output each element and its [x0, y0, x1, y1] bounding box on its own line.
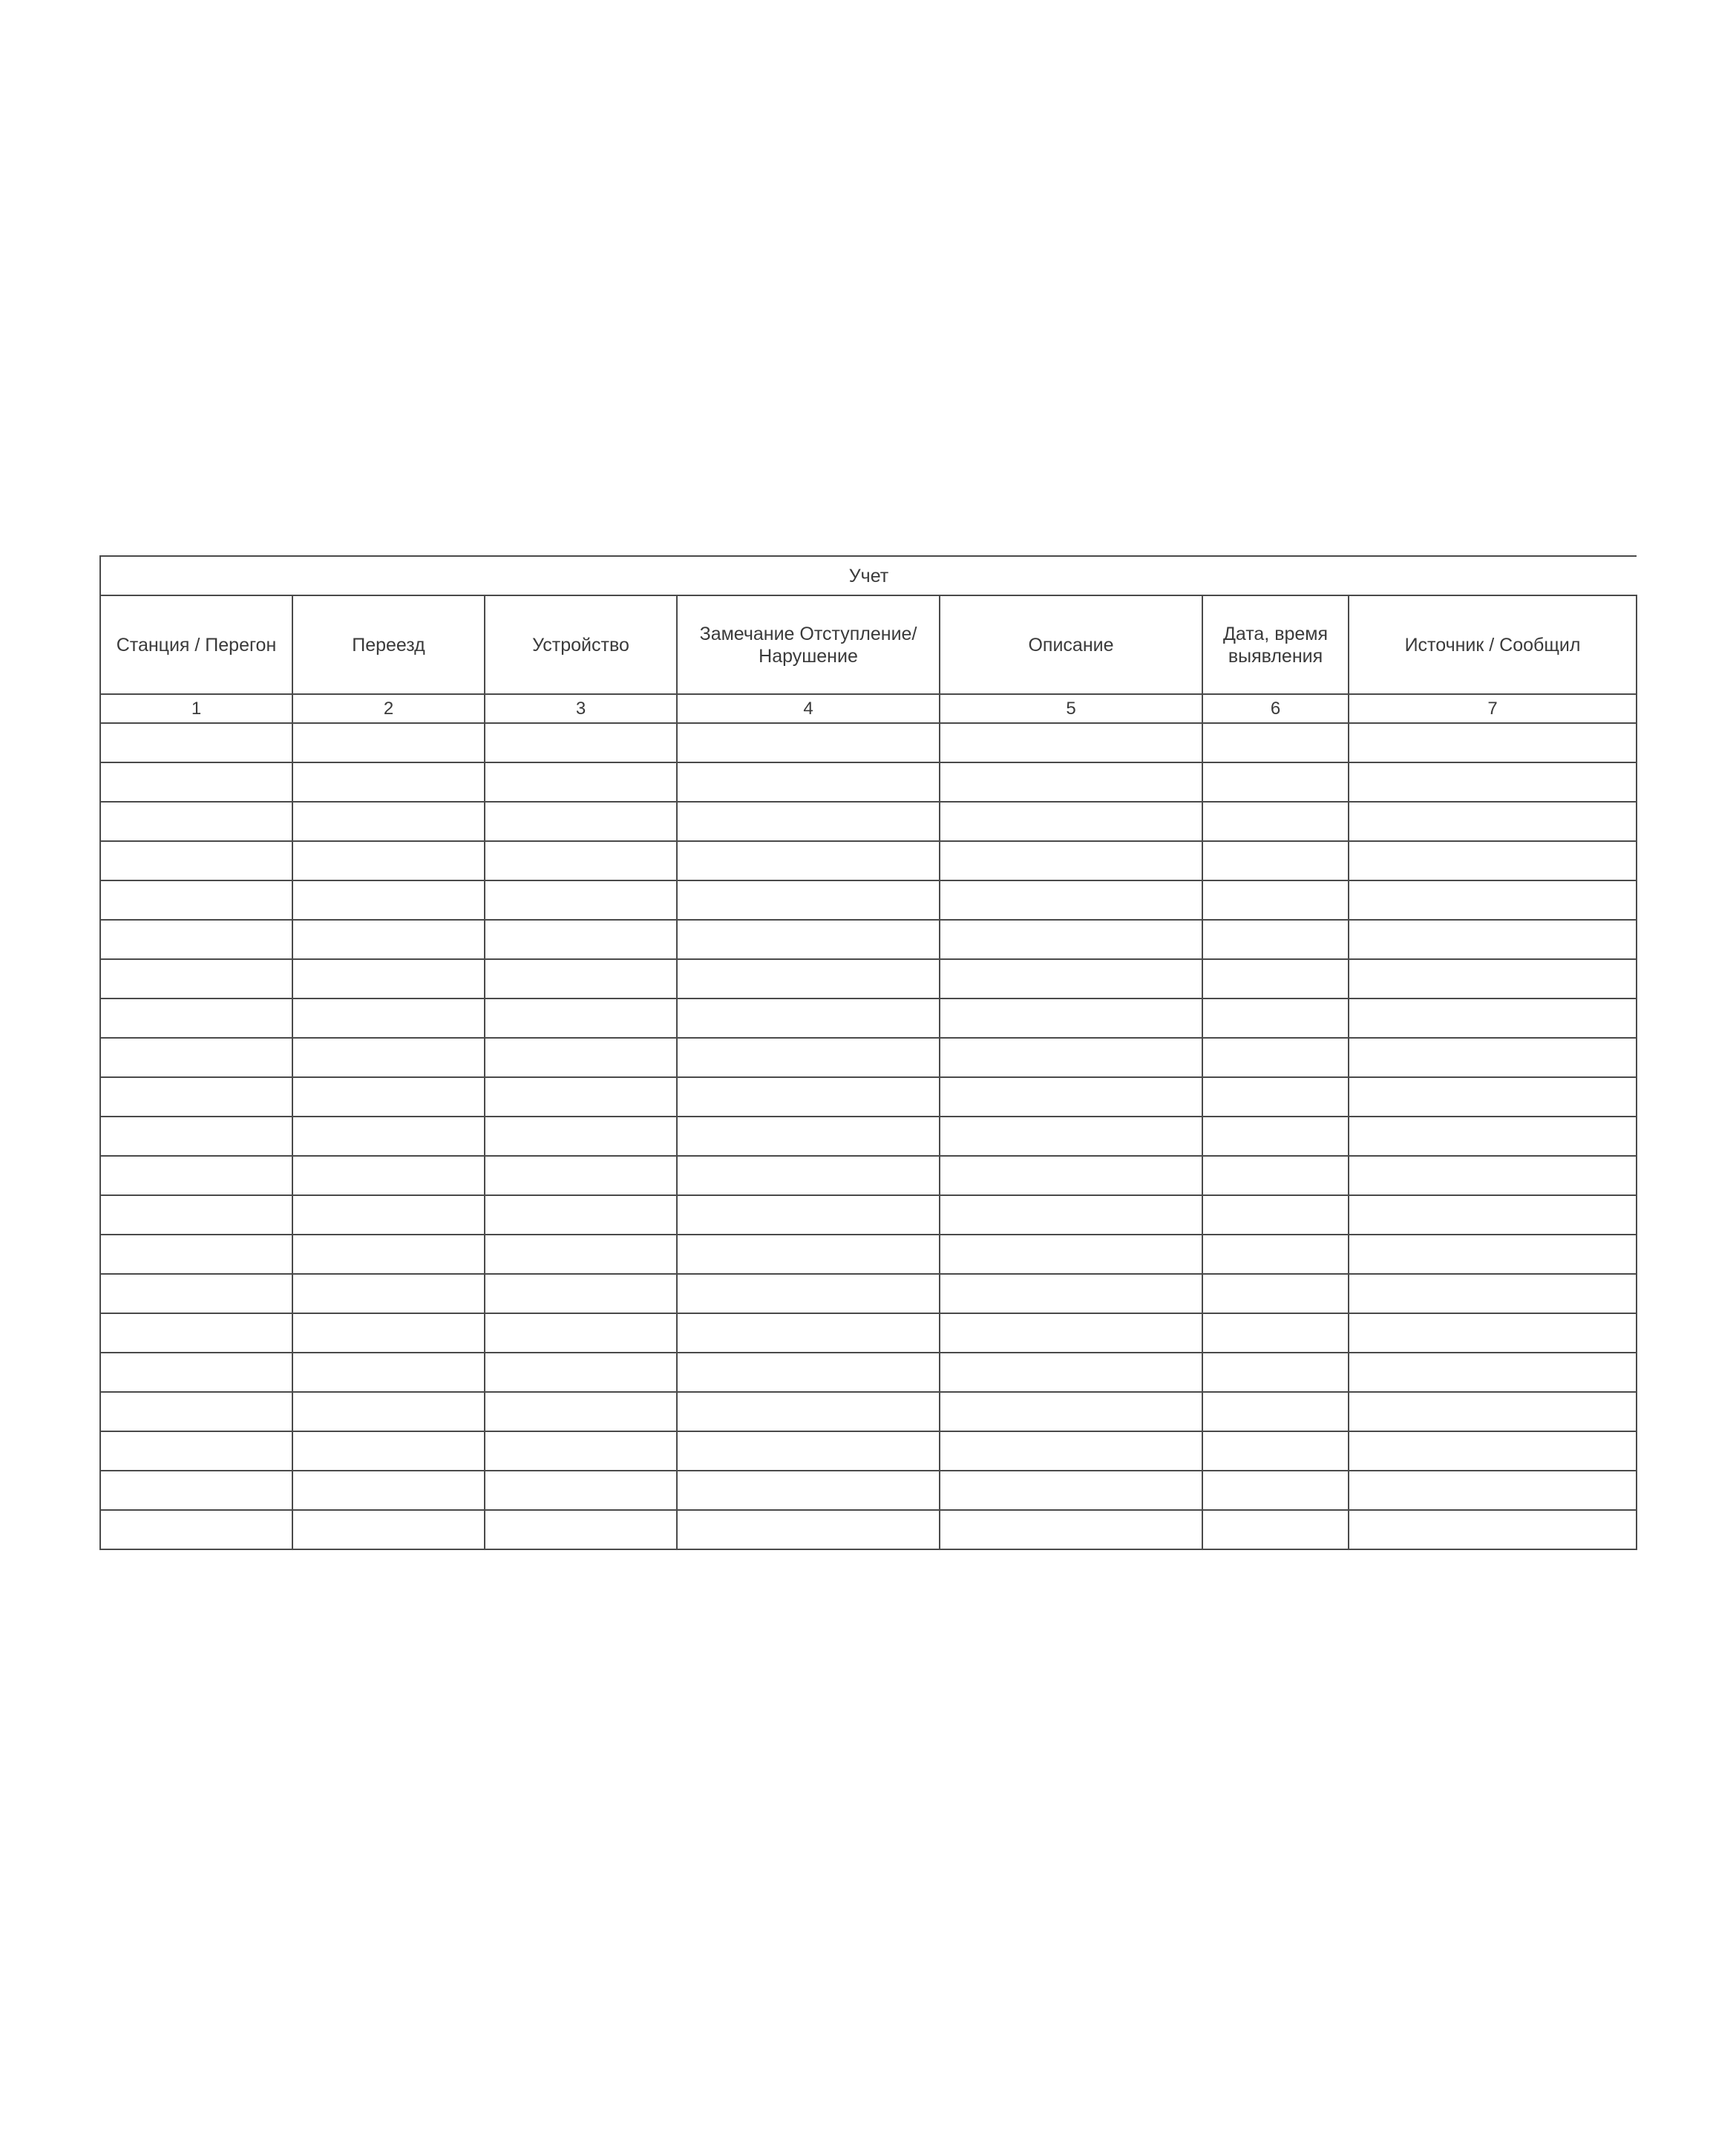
table-row [100, 920, 1637, 959]
table-cell [100, 1510, 292, 1549]
table-cell [292, 880, 485, 920]
table-cell [100, 1353, 292, 1392]
table-cell [677, 1431, 940, 1471]
table-row [100, 1274, 1637, 1313]
table-cell [292, 1274, 485, 1313]
table-cell [485, 841, 677, 880]
table-row [100, 762, 1637, 802]
table-cell [292, 1392, 485, 1431]
table-cell [940, 1353, 1202, 1392]
column-header-row [100, 595, 1637, 694]
column-number: 3 [485, 694, 677, 723]
table-cell [100, 1235, 292, 1274]
journal-table [99, 555, 1637, 1550]
table-cell [1202, 959, 1349, 999]
table-cell [485, 1117, 677, 1156]
table-row [100, 1235, 1637, 1274]
table-cell [677, 1038, 940, 1077]
table-title: Учет [100, 556, 1637, 595]
table-cell [100, 841, 292, 880]
table-cell [485, 1038, 677, 1077]
table-cell [292, 802, 485, 841]
table-cell [1202, 1038, 1349, 1077]
table-cell [677, 1077, 940, 1117]
table-cell [940, 1392, 1202, 1431]
table-cell [292, 1313, 485, 1353]
table-cell [677, 762, 940, 802]
table-cell [677, 920, 940, 959]
table-cell [292, 1195, 485, 1235]
table-cell [100, 1471, 292, 1510]
table-cell [292, 920, 485, 959]
table-row [100, 880, 1637, 920]
table-cell [1349, 802, 1637, 841]
table-cell [677, 802, 940, 841]
table-cell [292, 1235, 485, 1274]
table-cell [1349, 1156, 1637, 1195]
table-cell [677, 959, 940, 999]
table-cell [1202, 1235, 1349, 1274]
table-cell [292, 1156, 485, 1195]
table-cell [292, 959, 485, 999]
table-row [100, 1431, 1637, 1471]
table-cell [940, 1117, 1202, 1156]
table-cell [1349, 1274, 1637, 1313]
column-number: 2 [292, 694, 485, 723]
table-cell [677, 1274, 940, 1313]
table-cell [100, 802, 292, 841]
table-cell [1202, 1431, 1349, 1471]
table-cell [292, 762, 485, 802]
table-cell [677, 999, 940, 1038]
table-cell [677, 1510, 940, 1549]
table-cell [940, 762, 1202, 802]
table-cell [485, 802, 677, 841]
table-cell [1349, 762, 1637, 802]
table-cell [1349, 959, 1637, 999]
table-cell [485, 1471, 677, 1510]
table-cell [677, 1313, 940, 1353]
table-row [100, 1077, 1637, 1117]
table-cell [940, 723, 1202, 762]
table-cell [100, 1117, 292, 1156]
table-cell [1202, 1195, 1349, 1235]
table-cell [1349, 1038, 1637, 1077]
table-cell [677, 723, 940, 762]
table-cell [940, 920, 1202, 959]
table-cell [1202, 1313, 1349, 1353]
table-cell [1202, 802, 1349, 841]
table-cell [485, 880, 677, 920]
table-cell [677, 1471, 940, 1510]
table-cell [940, 802, 1202, 841]
table-row [100, 1313, 1637, 1353]
table-cell [940, 1195, 1202, 1235]
table-cell [1349, 1195, 1637, 1235]
table-cell [485, 1235, 677, 1274]
table-cell [677, 841, 940, 880]
column-number: 1 [100, 694, 292, 723]
table-cell [292, 1471, 485, 1510]
table-cell [940, 1471, 1202, 1510]
table-cell [100, 1392, 292, 1431]
table-cell [100, 723, 292, 762]
table-cell [1349, 920, 1637, 959]
table-row [100, 1117, 1637, 1156]
table-row [100, 841, 1637, 880]
table-cell [940, 1235, 1202, 1274]
table-cell [1202, 1353, 1349, 1392]
table-cell [100, 1038, 292, 1077]
table-cell [100, 880, 292, 920]
table-cell [677, 1353, 940, 1392]
table-cell [1349, 1392, 1637, 1431]
table-cell [292, 1510, 485, 1549]
table-cell [100, 999, 292, 1038]
table-cell [100, 959, 292, 999]
table-cell [1202, 1510, 1349, 1549]
table-cell [940, 1313, 1202, 1353]
table-cell [1349, 1510, 1637, 1549]
table-cell [940, 999, 1202, 1038]
table-cell [940, 959, 1202, 999]
table-cell [940, 880, 1202, 920]
column-number: 7 [1349, 694, 1637, 723]
table-cell [1202, 1274, 1349, 1313]
table-cell [1202, 762, 1349, 802]
column-number: 5 [940, 694, 1202, 723]
table-cell [292, 723, 485, 762]
table-cell [677, 1392, 940, 1431]
table-cell [100, 1313, 292, 1353]
column-number: 4 [677, 694, 940, 723]
table-row [100, 959, 1637, 999]
table-cell [1202, 1117, 1349, 1156]
table-cell [100, 920, 292, 959]
table-cell [485, 1510, 677, 1549]
table-cell [485, 1156, 677, 1195]
table-cell [1349, 1077, 1637, 1117]
table-cell [485, 723, 677, 762]
table-cell [292, 1431, 485, 1471]
column-header-device: Устройство [485, 595, 677, 694]
table-cell [940, 1274, 1202, 1313]
table-cell [940, 841, 1202, 880]
table-title-row [100, 556, 1637, 595]
table-cell [1349, 1117, 1637, 1156]
table-cell [485, 920, 677, 959]
table-cell [100, 1274, 292, 1313]
table-cell [485, 1392, 677, 1431]
table-cell [485, 999, 677, 1038]
table-cell [292, 999, 485, 1038]
table-cell [292, 1077, 485, 1117]
table-cell [485, 762, 677, 802]
table-cell [1202, 999, 1349, 1038]
column-header-crossing: Переезд [292, 595, 485, 694]
table-row [100, 1156, 1637, 1195]
table-cell [1202, 723, 1349, 762]
table-cell [485, 959, 677, 999]
table-cell [1349, 1313, 1637, 1353]
table-cell [100, 1077, 292, 1117]
column-header-date-time: Дата, время выявления [1202, 595, 1349, 694]
column-number: 6 [1202, 694, 1349, 723]
table-cell [1202, 1471, 1349, 1510]
journal-body [100, 723, 1637, 1549]
table-cell [292, 1117, 485, 1156]
table-cell [100, 1431, 292, 1471]
table-cell [677, 1195, 940, 1235]
table-cell [1349, 723, 1637, 762]
table-cell [1202, 1392, 1349, 1431]
table-row [100, 1471, 1637, 1510]
table-cell [292, 841, 485, 880]
table-cell [1349, 1471, 1637, 1510]
column-header-station: Станция / Перегон [100, 595, 292, 694]
column-number-row [100, 694, 1637, 723]
table-cell [1202, 920, 1349, 959]
table-row [100, 1392, 1637, 1431]
table-cell [485, 1077, 677, 1117]
column-header-description: Описание [940, 595, 1202, 694]
table-cell [485, 1274, 677, 1313]
table-cell [100, 1156, 292, 1195]
table-cell [940, 1431, 1202, 1471]
table-cell [100, 762, 292, 802]
table-cell [677, 1235, 940, 1274]
table-cell [485, 1313, 677, 1353]
table-cell [485, 1431, 677, 1471]
table-cell [1202, 1156, 1349, 1195]
table-cell [677, 1156, 940, 1195]
table-row [100, 999, 1637, 1038]
table-cell [1349, 880, 1637, 920]
table-cell [1349, 1353, 1637, 1392]
table-cell [677, 880, 940, 920]
column-header-remark: Замечание Отступление/ Нарушение [677, 595, 940, 694]
table-cell [677, 1117, 940, 1156]
table-row [100, 802, 1637, 841]
journal-sheet [99, 555, 1636, 1550]
table-cell [1349, 999, 1637, 1038]
table-row [100, 1510, 1637, 1549]
table-cell [1202, 1077, 1349, 1117]
table-cell [1349, 1235, 1637, 1274]
table-row [100, 1353, 1637, 1392]
table-cell [1349, 841, 1637, 880]
table-cell [940, 1038, 1202, 1077]
column-header-source: Источник / Сообщил [1349, 595, 1637, 694]
table-row [100, 723, 1637, 762]
table-cell [485, 1353, 677, 1392]
table-row [100, 1195, 1637, 1235]
table-cell [1349, 1431, 1637, 1471]
table-cell [940, 1510, 1202, 1549]
table-cell [292, 1038, 485, 1077]
table-cell [940, 1156, 1202, 1195]
table-cell [485, 1195, 677, 1235]
table-row [100, 1038, 1637, 1077]
table-cell [1202, 841, 1349, 880]
table-cell [100, 1195, 292, 1235]
table-cell [1202, 880, 1349, 920]
table-cell [292, 1353, 485, 1392]
table-cell [940, 1077, 1202, 1117]
